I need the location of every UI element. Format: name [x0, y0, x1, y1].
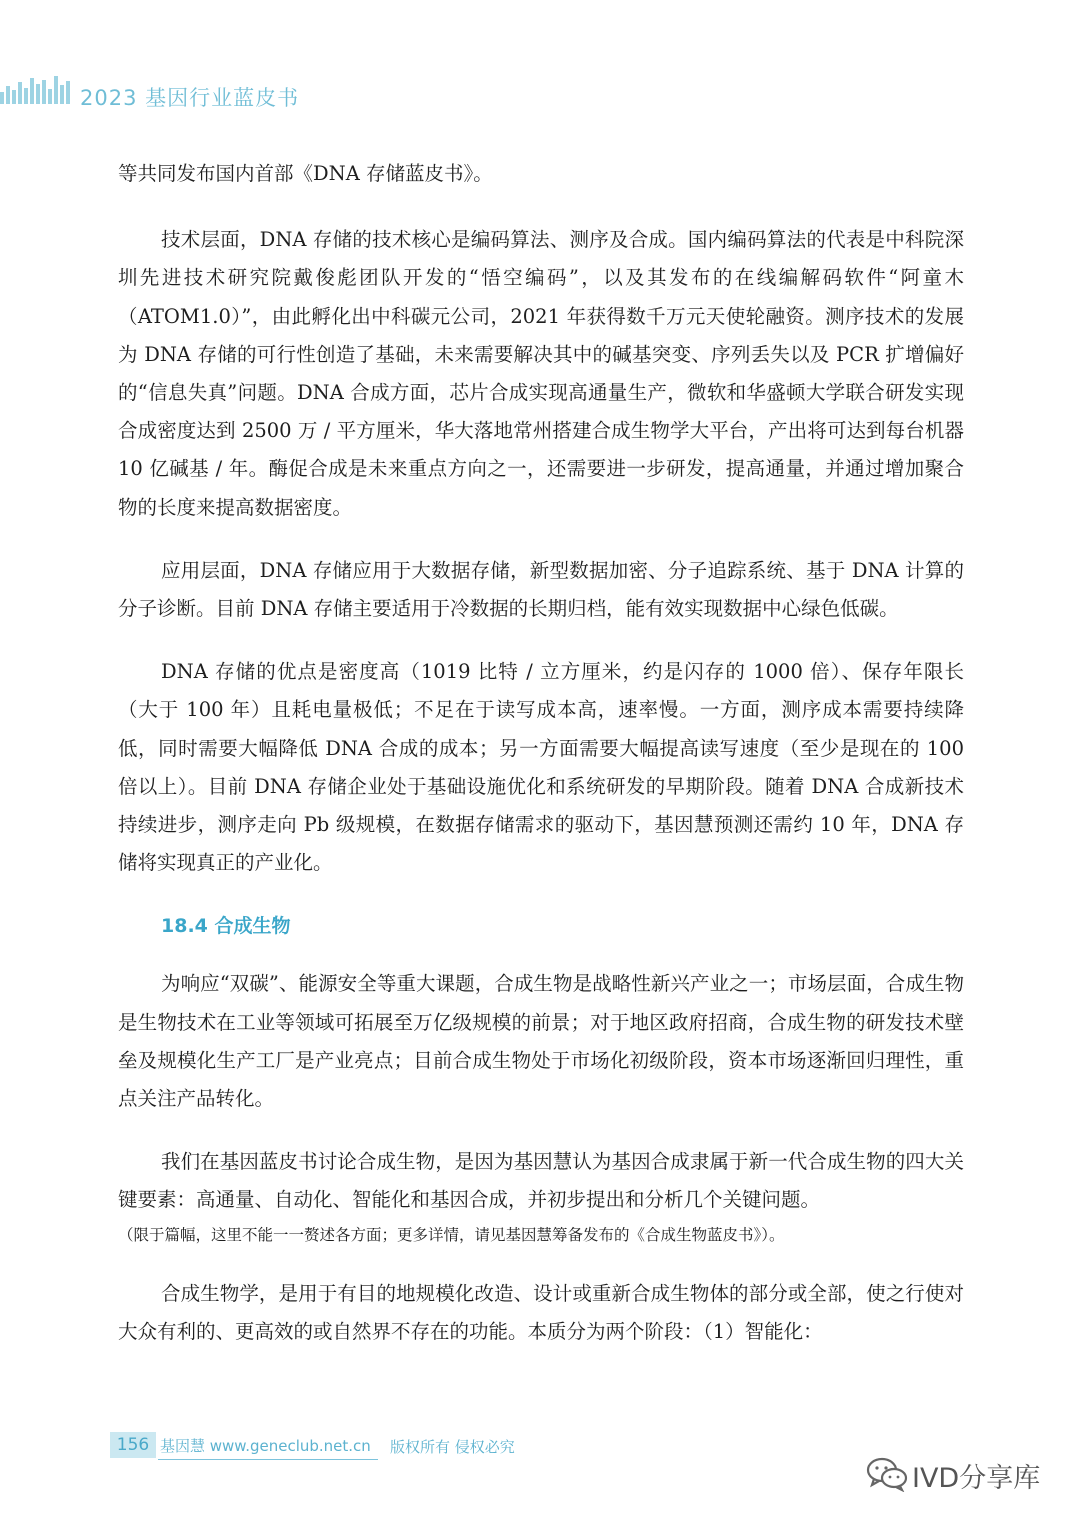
footer-copyright: 版权所有 侵权必究 — [390, 1438, 515, 1456]
paragraph-pros-cons: DNA 存储的优点是密度高（1019 比特 / 立方厘米，约是闪存的 1000 倍）、保存年限长（大于 100 年）且耗电量极低；不足在于读写成本高，速率慢。一方面，测序成本需要持续降低，同时需要大幅降低 DNA 合成的成本；另一方面需要大幅提高读写速度（至少是现在的 100 倍以上）。目前 DNA 存储企业处于基础设施优化和系统研发的早期阶段。随着 DNA 合成新技术持续进步，测序走向 Pb 级规模，在数据存储需求的驱动下，基因慧预测还需约 10 年，DNA 存储将实现真正的产业化。 — [118, 660, 964, 875]
watermark-text: IVD分享库 — [912, 1463, 1041, 1494]
page-number: 156 — [110, 1432, 156, 1458]
page-footer — [110, 1432, 380, 1462]
header-decoration-bars — [0, 72, 74, 104]
section-heading: 18.4 合成生物 — [161, 915, 291, 938]
paragraph-definition: 合成生物学，是用于有目的地规模化改造、设计或重新合成生物体的部分或全部，使之行使对大众有利的、更高效的或自然界不存在的功能。本质分为两个阶段：（1）智能化： — [118, 1281, 964, 1343]
paragraph-application: 应用层面，DNA 存储应用于大数据存储，新型数据加密、分子追踪系统、基于 DNA 计算的分子诊断。目前 DNA 存储主要适用于冷数据的长期归档，能有效实现数据中心绿色低碳。 — [118, 558, 964, 621]
footnote-remark: （限于篇幅，这里不能一一赘述各方面；更多详情，请见基因慧筹备发布的《合成生物蓝皮书》）。 — [118, 1225, 785, 1244]
paragraph-synthetic-biology-market: 为响应“双碳”、能源安全等重大课题，合成生物是战略性新兴产业之一；市场层面，合成生物是生物技术在工业等领域可拓展至万亿级规模的前景；对于地区政府招商，合成生物的研发技术壁垒及规模化生产工厂是产业亮点；目前合成生物处于市场化初级阶段，资本市场逐渐回归理性，重点关注产品转化。 — [118, 972, 964, 1111]
footer-site-link[interactable]: 基因慧 www.geneclub.net.cn — [160, 1437, 371, 1455]
running-header-title: 2023 基因行业蓝皮书 — [80, 86, 300, 110]
page-body — [118, 155, 964, 1376]
footer-underline — [158, 1459, 378, 1460]
paragraph-continuation: 等共同发布国内首部《DNA 存储蓝皮书》。 — [118, 162, 493, 185]
wechat-icon — [866, 1456, 908, 1492]
watermark — [866, 1452, 1056, 1496]
paragraph-technology: 技术层面，DNA 存储的技术核心是编码算法、测序及合成。国内编码算法的代表是中科院深圳先进技术研究院戴俊彪团队开发的“悟空编码”，以及其发布的在线编解码软件“阿童木（ATOM1.0）”，由此孵化出中科碳元公司，2021 年获得数千万元天使轮融资。测序技术的发展为 DNA 存储的可行性创造了基础，未来需要解决其中的碱基突变、序列丢失以及 PCR 扩增偏好的“信息失真”问题。DNA 合成方面，芯片合成实现高通量生产，微软和华盛顿大学联合研发实现合成密度达到 2500 万 / 平方厘米，华大落地常州搭建合成生物学大平台，产出将可达到每台机器 10 亿碱基 / 年。酶促合成是未来重点方向之一，还需要进一步研发，提高通量，并通过增加聚合物的长度来提高数据密度。 — [118, 228, 964, 519]
paragraph-key-elements: 我们在基因蓝皮书讨论合成生物，是因为基因慧认为基因合成隶属于新一代合成生物的四大关键要素：高通量、自动化、智能化和基因合成，并初步提出和分析几个关键问题。 — [118, 1150, 964, 1212]
